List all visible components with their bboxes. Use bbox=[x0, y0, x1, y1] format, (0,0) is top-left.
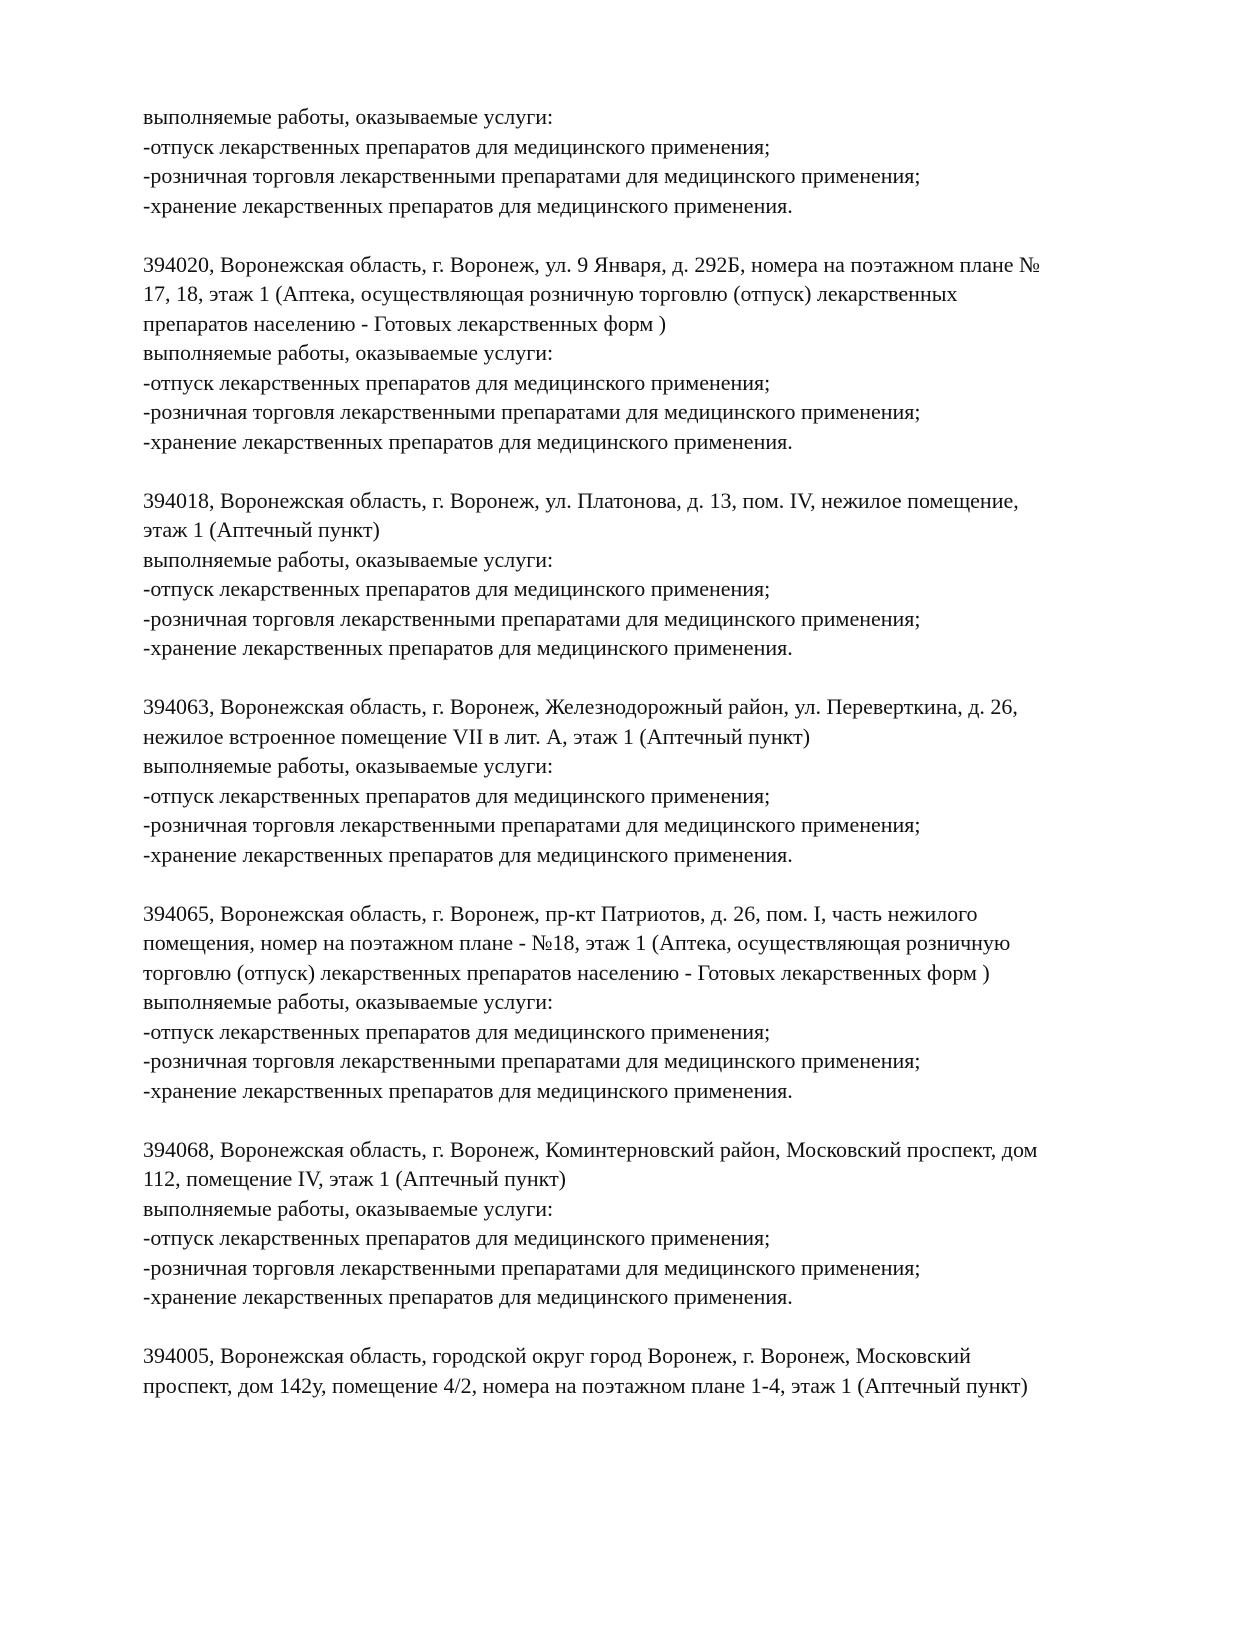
service-item: -отпуск лекарственных препаратов для медицинского применения; bbox=[143, 576, 771, 601]
services-heading: выполняемые работы, оказываемые услуги: bbox=[143, 989, 554, 1014]
address-line: 394068, Воронежская область, г. Воронеж, Коминтерновский район, Московский проспект, дом bbox=[143, 1136, 1038, 1162]
service-item: -хранение лекарственных препаратов для медицинского применения. bbox=[143, 841, 793, 867]
service-item: -розничная торговля лекарственными препаратами для медицинского применения; bbox=[143, 812, 921, 837]
service-item: -розничная торговля лекарственными препаратами для медицинского применения; bbox=[143, 605, 921, 631]
services-heading: выполняемые работы, оказываемые услуги: bbox=[143, 104, 554, 129]
address-line: 17, 18, этаж 1 (Аптека, осуществляющая розничную торговлю (отпуск) лекарственных bbox=[143, 281, 958, 306]
address-block bbox=[143, 486, 1143, 663]
address-block bbox=[143, 1341, 1143, 1400]
service-item: -отпуск лекарственных препаратов для медицинского применения; bbox=[143, 369, 771, 395]
service-item: -хранение лекарственных препаратов для медицинского применения. bbox=[143, 1284, 793, 1309]
service-item: -отпуск лекарственных препаратов для медицинского применения; bbox=[143, 1018, 771, 1044]
service-item: -розничная торговля лекарственными препаратами для медицинского применения; bbox=[143, 163, 921, 188]
address-line: 394063, Воронежская область, г. Воронеж, Железнодорожный район, ул. Переверткина, д. 26, bbox=[143, 694, 1018, 719]
service-item: -отпуск лекарственных препаратов для медицинского применения; bbox=[143, 782, 771, 808]
service-item: -отпуск лекарственных препаратов для медицинского применения; bbox=[143, 133, 771, 159]
service-item: -отпуск лекарственных препаратов для медицинского применения; bbox=[143, 1225, 771, 1250]
service-item: -розничная торговля лекарственными препаратами для медицинского применения; bbox=[143, 1048, 921, 1073]
address-line: проспект, дом 142у, помещение 4/2, номера на поэтажном плане 1-4, этаж 1 (Аптечный пункт) bbox=[143, 1372, 1028, 1398]
services-heading: выполняемые работы, оказываемые услуги: bbox=[143, 546, 554, 572]
address-line: 394020, Воронежская область, г. Воронеж, ул. 9 Января, д. 292Б, номера на поэтажном плане № bbox=[143, 251, 1041, 277]
address-line: препаратов населению - Готовых лекарственных форм ) bbox=[143, 310, 667, 336]
address-block bbox=[143, 1135, 1143, 1312]
address-block bbox=[143, 692, 1143, 869]
address-line: 394005, Воронежская область, городской округ город Воронеж, г. Воронеж, Московский bbox=[143, 1343, 971, 1368]
address-line: этаж 1 (Аптечный пункт) bbox=[143, 517, 380, 542]
address-line: 112, помещение IV, этаж 1 (Аптечный пункт) bbox=[143, 1166, 567, 1191]
service-item: -розничная торговля лекарственными препаратами для медицинского применения; bbox=[143, 1254, 921, 1280]
service-item: -хранение лекарственных препаратов для медицинского применения. bbox=[143, 1077, 793, 1103]
services-heading: выполняемые работы, оказываемые услуги: bbox=[143, 1195, 554, 1221]
address-block bbox=[143, 250, 1143, 457]
address-line: торговлю (отпуск) лекарственных препаратов населению - Готовых лекарственных форм ) bbox=[143, 959, 990, 985]
address-block bbox=[143, 899, 1143, 1106]
document-page bbox=[143, 102, 1143, 1430]
services-heading: выполняемые работы, оказываемые услуги: bbox=[143, 340, 554, 365]
services-heading: выполняемые работы, оказываемые услуги: bbox=[143, 753, 554, 778]
service-item: -розничная торговля лекарственными препаратами для медицинского применения; bbox=[143, 399, 921, 424]
service-item: -хранение лекарственных препаратов для медицинского применения. bbox=[143, 635, 793, 660]
service-item: -хранение лекарственных препаратов для медицинского применения. bbox=[143, 428, 793, 454]
service-item: -хранение лекарственных препаратов для медицинского применения. bbox=[143, 192, 793, 218]
address-line: нежилое встроенное помещение VII в лит. А, этаж 1 (Аптечный пункт) bbox=[143, 723, 811, 749]
services-block bbox=[143, 102, 1143, 220]
address-line: 394018, Воронежская область, г. Воронеж, ул. Платонова, д. 13, пом. IV, нежилое помещение, bbox=[143, 487, 1019, 513]
address-line: 394065, Воронежская область, г. Воронеж, пр-кт Патриотов, д. 26, пом. I, часть нежилого bbox=[143, 900, 978, 926]
address-line: помещения, номер на поэтажном плане - №18, этаж 1 (Аптека, осуществляющая розничную bbox=[143, 930, 1011, 955]
